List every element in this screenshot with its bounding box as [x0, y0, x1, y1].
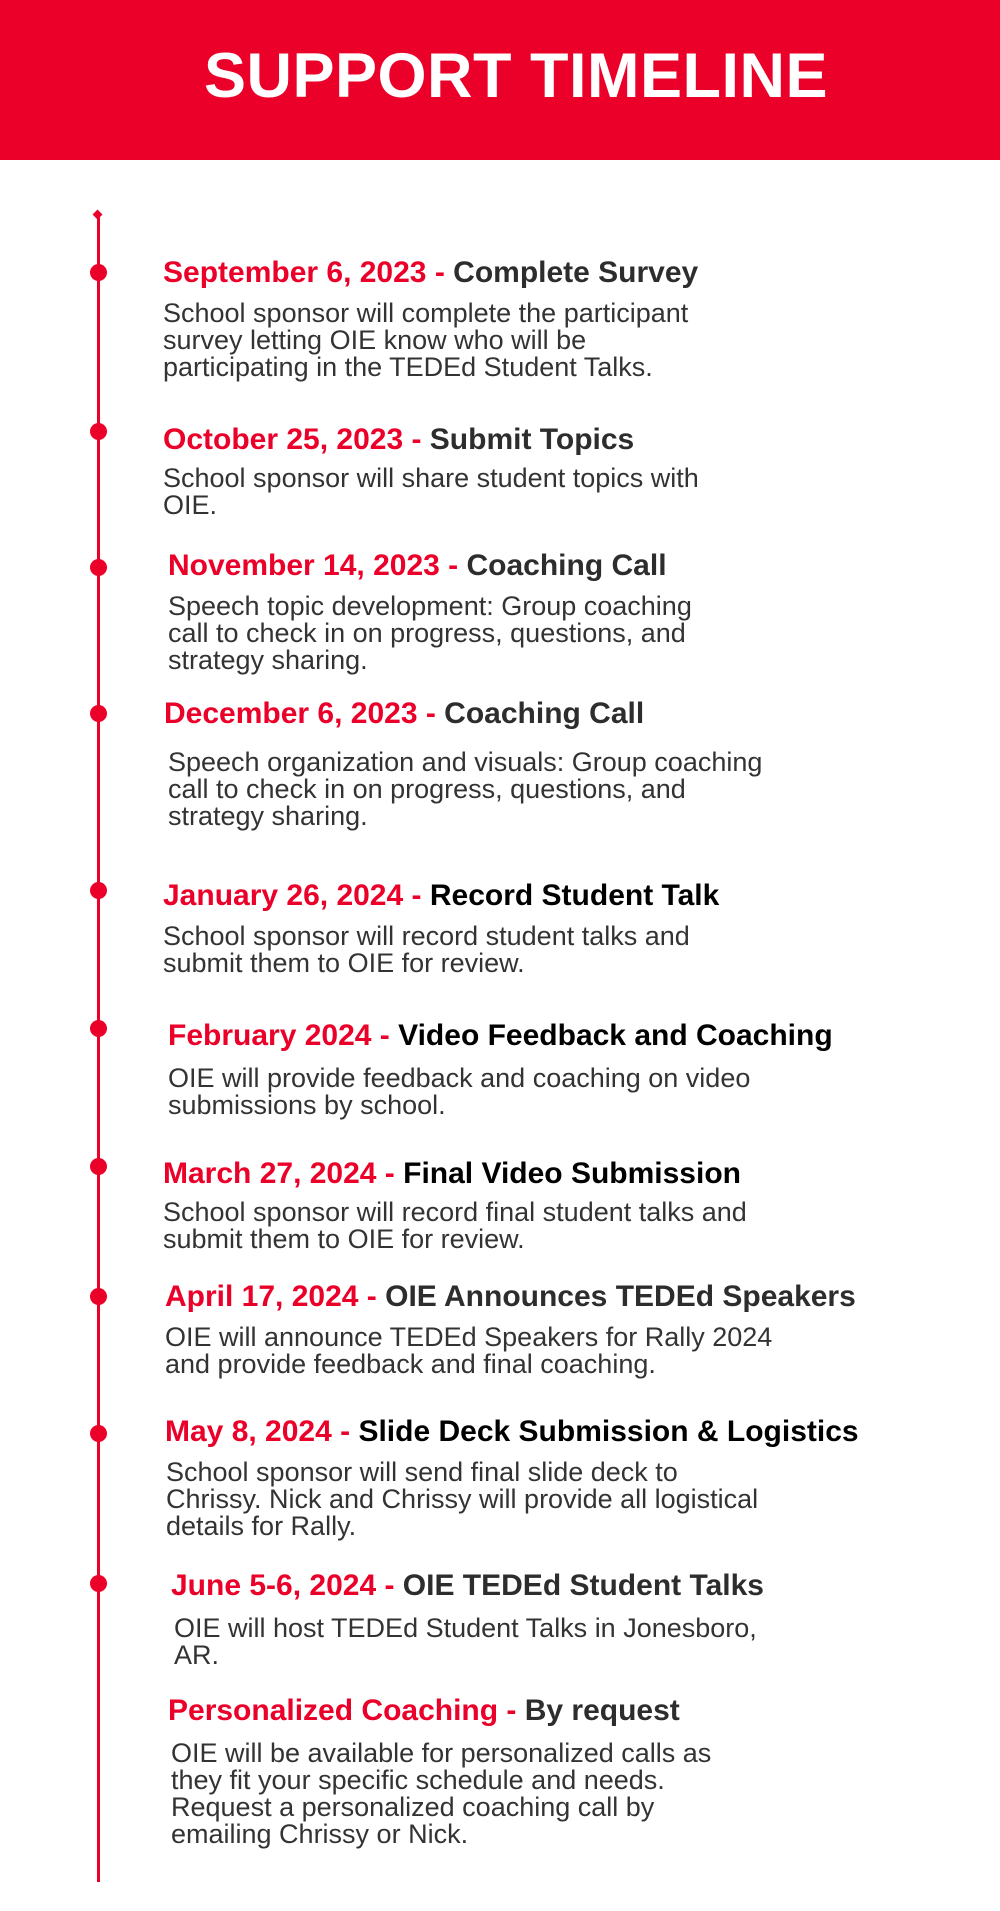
timeline-entry [171, 1569, 764, 1669]
timeline-dot [90, 264, 107, 281]
entry-description: School sponsor will complete the participant survey letting OIE know who will be participating in the TEDEd Student Talks. [163, 298, 689, 382]
entry-date: June 5-6, 2024 - [171, 1569, 403, 1602]
entry-description: School sponsor will send final slide deck to Chrissy. Nick and Chrissy will provide all logistical details for Rally. [166, 1457, 759, 1541]
entry-title: Final Video Submission [403, 1157, 741, 1190]
entry-title: Record Student Talk [429, 879, 720, 912]
entry-description: School sponsor will share student topics with OIE. [163, 463, 699, 520]
entry-date: Personalized Coaching - [168, 1694, 525, 1727]
timeline-entry [168, 1694, 711, 1848]
timeline-dot [90, 1020, 107, 1037]
timeline-entry [168, 1019, 833, 1119]
entry-date: December 6, 2023 - [164, 697, 445, 730]
entry-heading [163, 879, 719, 913]
entry-date: March 27, 2024 - [163, 1157, 404, 1190]
entry-title: OIE TEDEd Student Talks [402, 1569, 764, 1602]
entry-title: Submit Topics [429, 423, 635, 456]
timeline-entry [165, 1280, 856, 1378]
entry-title: OIE Announces TEDEd Speakers [385, 1280, 856, 1313]
entry-heading [163, 256, 698, 290]
entry-heading [163, 1157, 747, 1191]
timeline-dot [90, 1288, 107, 1305]
entry-description: Speech topic development: Group coaching call to check in on progress, questions, and strategy sharing. [168, 591, 692, 675]
entry-heading [164, 697, 762, 731]
entry-date: October 25, 2023 - [163, 423, 430, 456]
timeline-entry [164, 697, 762, 830]
entry-date: January 26, 2024 - [163, 879, 430, 912]
timeline-dot [90, 705, 107, 722]
timeline-dot [90, 559, 107, 576]
timeline-dot [90, 1575, 107, 1592]
entry-heading [165, 1280, 856, 1314]
timeline-entry [163, 1157, 747, 1253]
entry-description: OIE will be available for personalized calls as they fit your specific schedule and needs. Request a personalized coaching call by emailing Chrissy or Nick. [171, 1738, 712, 1849]
entry-heading [168, 549, 692, 583]
entry-title: Slide Deck Submission & Logistics [358, 1415, 859, 1448]
entry-title: Coaching Call [444, 697, 645, 730]
timeline-entry [163, 879, 719, 977]
timeline-entry [168, 549, 692, 674]
entry-title: Complete Survey [453, 256, 699, 289]
timeline-dot [90, 423, 107, 440]
entry-description: School sponsor will record final student talks and submit them to OIE for review. [163, 1197, 747, 1254]
header-banner [0, 0, 1000, 160]
entry-date: February 2024 - [168, 1019, 399, 1052]
timeline-start-marker [93, 210, 103, 220]
entry-date: September 6, 2023 - [163, 256, 454, 289]
timeline-dot [90, 1158, 107, 1175]
entry-date: November 14, 2023 - [168, 549, 467, 582]
page-title: SUPPORT TIMELINE [203, 41, 829, 111]
timeline-dot [90, 882, 107, 899]
timeline-entry [165, 1415, 859, 1540]
entry-description: OIE will host TEDEd Student Talks in Jonesboro, AR. [174, 1613, 757, 1670]
entry-heading [171, 1569, 764, 1603]
entry-heading [163, 423, 699, 457]
timeline-entry [163, 256, 698, 381]
entry-heading [165, 1415, 859, 1449]
entry-title: Video Feedback and Coaching [398, 1019, 833, 1052]
entry-description: Speech organization and visuals: Group coaching call to check in on progress, questions, and strategy sharing. [168, 747, 763, 831]
timeline-entry [163, 423, 699, 519]
timeline-line [97, 216, 100, 1882]
entry-title: By request [524, 1694, 680, 1727]
entry-date: May 8, 2024 - [165, 1415, 359, 1448]
entry-heading [168, 1694, 711, 1728]
entry-description: OIE will announce TEDEd Speakers for Rally 2024 and provide feedback and final coaching. [165, 1322, 773, 1379]
timeline-dot [90, 1425, 107, 1442]
entry-title: Coaching Call [466, 549, 667, 582]
entry-description: School sponsor will record student talks and submit them to OIE for review. [163, 921, 690, 978]
entry-date: April 17, 2024 - [165, 1280, 386, 1313]
entry-heading [168, 1019, 833, 1053]
entry-description: OIE will provide feedback and coaching on video submissions by school. [168, 1063, 751, 1120]
